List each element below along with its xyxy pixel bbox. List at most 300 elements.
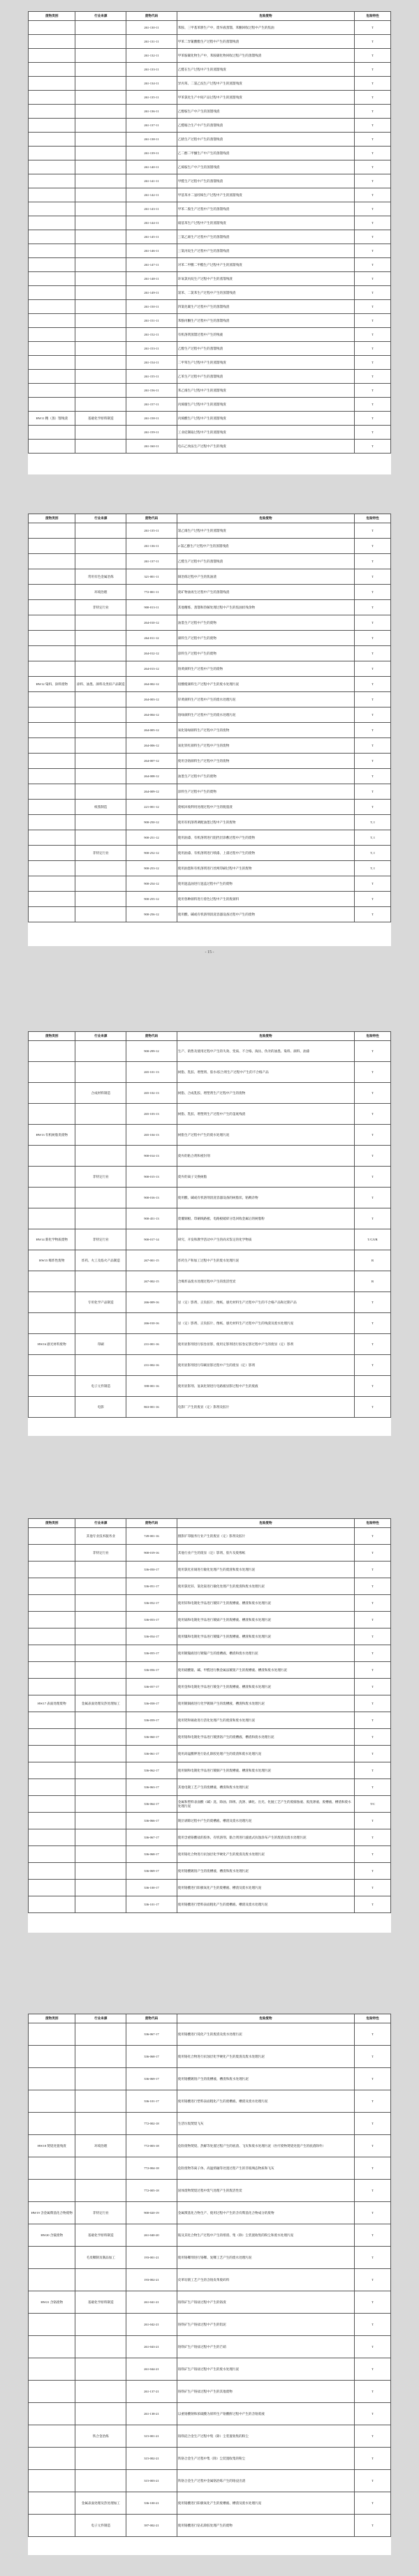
waste-code-cell: 265-104-13: [126, 1125, 177, 1146]
waste-category-cell: [29, 1679, 75, 1695]
waste-category-cell: [29, 1271, 75, 1292]
waste-code-cell: 264-008-12: [126, 769, 177, 784]
waste-code-cell: 336-059-17: [126, 1712, 177, 1729]
table-row: [29, 328, 391, 342]
hazard-property-cell: T: [355, 2291, 391, 2314]
hazard-property-cell: T: [355, 631, 391, 646]
hazardous-waste-cell: 2-氯乙醇生产过程中产生的蒸馏残渣: [177, 539, 354, 554]
industry-source-cell: [75, 1612, 126, 1628]
industry-source-cell: [75, 286, 126, 300]
waste-category-cell: HW11 精（蒸）馏残渣: [29, 412, 75, 426]
hazardous-waste-cell: 铬铁矿生产铬盐过程中产生的废水处理污泥: [177, 2358, 354, 2381]
waste-category-cell: [29, 160, 75, 174]
table-row: [29, 1645, 391, 1662]
table-row: [29, 600, 391, 615]
waste-code-cell: 266-010-16: [126, 1313, 177, 1334]
industry-source-cell: [75, 1746, 126, 1762]
hazard-property-cell: T: [355, 2224, 391, 2247]
waste-category-cell: [29, 1863, 75, 1880]
table-row: [29, 876, 391, 892]
industry-source-cell: [75, 2046, 126, 2068]
waste-category-cell: [29, 723, 75, 738]
hazardous-waste-cell: 使用油漆、有机溶剂进行阻挡层涂敷过程中产生的废物: [177, 830, 354, 846]
hazard-property-cell: T: [355, 2135, 391, 2157]
waste-category-cell: [29, 1578, 75, 1595]
hazardous-waste-cell: 使用含铬颜料生产过程中产生的废物: [177, 754, 354, 769]
table-row: [29, 2381, 391, 2403]
waste-code-cell: 900-253-12: [126, 861, 177, 876]
industry-source-cell: [75, 646, 126, 661]
table-row: [29, 800, 391, 815]
hazardous-waste-cell: 废纸回收利用处理过程中产生的脱墨渣: [177, 800, 354, 815]
hazard-property-cell: T: [355, 1334, 391, 1355]
waste-category-cell: HW17 表面处理废物: [29, 1695, 75, 1712]
table-row: [29, 2247, 391, 2269]
waste-category-cell: [29, 384, 75, 398]
header-hazard-property: 危险特性: [355, 1032, 391, 1041]
industry-source-cell: 其他专业技术服务业: [75, 1528, 126, 1545]
waste-category-cell: [29, 1062, 75, 1083]
header-waste-category: 废物类别: [29, 2014, 75, 2023]
hazardous-waste-cell: 皮革切削工艺产生的含铬皮革废碎料: [177, 2269, 354, 2291]
waste-category-cell: [29, 646, 75, 661]
hazard-property-cell: T: [355, 585, 391, 600]
industry-source-cell: [75, 876, 126, 892]
hazard-property-cell: T: [355, 328, 391, 342]
industry-source-cell: [75, 1712, 126, 1729]
waste-code-cell: 336-061-17: [126, 1746, 177, 1762]
hazard-property-cell: T: [355, 286, 391, 300]
table-row: [29, 188, 391, 202]
table-row: [29, 1846, 391, 1863]
hazard-property-cell: T: [355, 1746, 391, 1762]
waste-category-cell: [29, 1729, 75, 1746]
hazard-property-cell: T: [355, 2113, 391, 2135]
waste-category-cell: HW20 含铍废物: [29, 2224, 75, 2247]
waste-category-cell: [29, 539, 75, 554]
hazard-property-cell: T: [355, 1645, 391, 1662]
table-row: [29, 342, 391, 356]
industry-source-cell: [75, 707, 126, 723]
waste-category-cell: [29, 1779, 75, 1796]
hazard-property-cell: T: [355, 35, 391, 49]
table-row: [29, 2269, 391, 2291]
table-row: [29, 1880, 391, 1896]
waste-category-cell: [29, 2336, 75, 2358]
waste-category-cell: [29, 1628, 75, 1645]
industry-source-cell: [75, 1863, 126, 1880]
industry-source-cell: 基础化学原料制造: [75, 2224, 126, 2247]
waste-category-cell: [29, 861, 75, 876]
industry-source-cell: [75, 49, 126, 63]
waste-code-cell: 900-014-13: [126, 1146, 177, 1167]
waste-code-cell: 267-001-15: [126, 1250, 177, 1271]
hazardous-waste-cell: 钼酸橙颜料生产过程中产生的废水处理污泥: [177, 677, 354, 692]
industry-source-cell: 纸浆制造: [75, 800, 126, 815]
industry-source-cell: [75, 105, 126, 119]
waste-code-cell: 336-054-17: [126, 1628, 177, 1645]
hazardous-waste-cell: 颜料生产过程中产生的废物: [177, 631, 354, 646]
table-row: [29, 2470, 391, 2492]
table-row: [29, 1578, 391, 1595]
waste-category-cell: [29, 1829, 75, 1846]
waste-code-cell: 336-053-17: [126, 1612, 177, 1628]
hazardous-waste-cell: 苯酚丙酮生产过程中产生的蒸馏残渣: [177, 314, 354, 328]
table-row: [29, 2113, 391, 2135]
header-waste-category: 废物类别: [29, 12, 75, 21]
industry-source-cell: [75, 1880, 126, 1896]
waste-code-cell: 336-060-17: [126, 1729, 177, 1746]
hazardous-waste-cell: 使用铬酸进行阳极氧化产生的废槽液、槽渣及废水处理污泥: [177, 2492, 354, 2515]
industry-source-cell: [75, 769, 126, 784]
industry-source-cell: 基础化学原料制造: [75, 412, 126, 426]
industry-source-cell: [75, 723, 126, 738]
hazard-property-cell: T: [355, 1695, 391, 1712]
hazardous-waste-cell: 使用铬酸进行塑料表面粗化产生的废槽液、槽渣及废水处理污泥: [177, 1896, 354, 1913]
table-header-row: [29, 1519, 391, 1528]
hazardous-waste-cell: 使用铬化合物进行抗蚀层化学硬化产生的废渣及废水处理污泥: [177, 2046, 354, 2068]
hazardous-waste-cell: 电石乙炔法生产过程中产生的残渣: [177, 440, 354, 454]
hazard-property-cell: T: [355, 1595, 391, 1612]
document-page-3: [28, 1031, 391, 1436]
industry-source-cell: [75, 272, 126, 286]
table-row: [29, 1662, 391, 1679]
waste-category-cell: [29, 286, 75, 300]
table-row: [29, 2046, 391, 2068]
hazard-property-cell: T: [355, 2381, 391, 2403]
hazardous-waste-cell: 使用酸、碱或有机溶剂清洗容器设备过程中产生的废物: [177, 907, 354, 922]
hazardous-waste-cell: 废覆铜板、印刷线路板、电路板破碎分选回收金属后的树脂粉: [177, 1208, 354, 1229]
waste-code-cell: 336-063-17: [126, 1779, 177, 1796]
industry-source-cell: [75, 1846, 126, 1863]
waste-category-cell: [29, 1813, 75, 1829]
waste-code-cell: 264-007-12: [126, 754, 177, 769]
hazard-property-cell: T/C/I/R: [355, 1229, 391, 1250]
industry-source-cell: [75, 1578, 126, 1595]
waste-category-cell: [29, 1746, 75, 1762]
industry-source-cell: [75, 1779, 126, 1796]
header-hazardous-waste: 危险废物: [177, 1032, 354, 1041]
header-hazard-property: 危险特性: [355, 2014, 391, 2023]
hazard-property-cell: T: [355, 1863, 391, 1880]
hazard-property-cell: T: [355, 738, 391, 754]
waste-category-cell: [29, 830, 75, 846]
waste-category-cell: HW15 爆炸性废物: [29, 1250, 75, 1271]
industry-source-cell: 基础化学原料制造: [75, 2291, 126, 2314]
waste-code-cell: 315-003-21: [126, 2470, 177, 2492]
waste-category-cell: [29, 105, 75, 119]
hazard-property-cell: T: [355, 2023, 391, 2046]
hazard-property-cell: T: [355, 539, 391, 554]
waste-category-cell: [29, 1595, 75, 1612]
hazard-property-cell: T: [355, 677, 391, 692]
waste-category-cell: [29, 1083, 75, 1104]
table-row: [29, 105, 391, 119]
waste-category-cell: [29, 2157, 75, 2180]
hazard-property-cell: T: [355, 342, 391, 356]
table-row: [29, 554, 391, 569]
hazardous-waste-cell: 含爆炸品废水处理过程中产生的废活性炭: [177, 1271, 354, 1292]
waste-category-cell: [29, 2314, 75, 2336]
hazard-property-cell: T: [355, 1712, 391, 1729]
waste-category-cell: [29, 554, 75, 569]
waste-category-cell: [29, 244, 75, 258]
waste-category-cell: HW13 有机树脂类废物: [29, 1125, 75, 1146]
waste-code-cell: 315-002-21: [126, 2448, 177, 2470]
waste-category-cell: [29, 2448, 75, 2470]
waste-code-cell: 264-004-12: [126, 707, 177, 723]
hazardous-waste-cell: 使用高锰酸钾进行钻孔除胶处理产生的废渣和废水处理污泥: [177, 1746, 354, 1762]
industry-source-cell: [75, 314, 126, 328]
industry-source-cell: [75, 230, 126, 244]
hazardous-waste-cell: 乙醛生产过程中产生的蒸馏残渣: [177, 554, 354, 569]
hazard-property-cell: T: [355, 1729, 391, 1746]
hazard-property-cell: T: [355, 2180, 391, 2202]
document-page-4: [28, 1518, 391, 1933]
header-waste-category: 废物类别: [29, 514, 75, 523]
waste-code-cell: 336-101-17: [126, 2090, 177, 2113]
waste-code-cell: 261-137-11: [126, 554, 177, 569]
industry-source-cell: [75, 426, 126, 440]
table-row: [29, 286, 391, 300]
waste-category-cell: [29, 119, 75, 133]
header-hazardous-waste: 危险废物: [177, 12, 354, 21]
waste-code-cell: 772-005-18: [126, 2180, 177, 2202]
hazard-property-cell: T, I: [355, 830, 391, 846]
table-row: [29, 35, 391, 49]
table-row: [29, 1679, 391, 1695]
header-hazard-property: 危险特性: [355, 1519, 391, 1528]
table-row: [29, 21, 391, 35]
table-row: [29, 2448, 391, 2470]
hazardous-waste-cell: 铬绿颜料生产过程中产生的废水处理污泥: [177, 707, 354, 723]
waste-code-cell: 264-013-12: [126, 661, 177, 677]
header-industry-source: 行业来源: [75, 12, 126, 21]
waste-category-cell: [29, 769, 75, 784]
industry-source-cell: [75, 830, 126, 846]
table-row: [29, 2157, 391, 2180]
waste-category-cell: [29, 300, 75, 314]
industry-source-cell: [75, 1628, 126, 1645]
hazardous-waste-cell: 使用镀镍液进行镀镍产生的废槽液、槽渣和废水处理污泥: [177, 1645, 354, 1662]
industry-source-cell: [75, 398, 126, 412]
table-row: [29, 1562, 391, 1578]
waste-category-cell: [29, 1762, 75, 1779]
waste-code-cell: 261-140-11: [126, 160, 177, 174]
waste-code-cell: 261-147-11: [126, 258, 177, 272]
hazardous-waste-cell: 涂料生产过程中产生的废物: [177, 646, 354, 661]
waste-category-cell: [29, 1146, 75, 1167]
table-row: [29, 2224, 391, 2247]
hazard-property-cell: T: [355, 707, 391, 723]
hazard-property-cell: T: [355, 133, 391, 147]
hazardous-waste-cell: 氯乙烯生产过程中产生的蒸馏残渣: [177, 523, 354, 539]
waste-code-cell: 336-050-17: [126, 1562, 177, 1578]
waste-category-cell: [29, 272, 75, 286]
hazardous-waste-cell: 废弃的粘合剂和密封剂: [177, 1146, 354, 1167]
industry-source-cell: [75, 328, 126, 342]
industry-source-cell: 非特定行业: [75, 1167, 126, 1188]
hazard-property-cell: T: [355, 2202, 391, 2224]
hazardous-waste-cell: 乙醇胺生产中产生的蒸馏残渣: [177, 105, 354, 119]
hazard-property-cell: T: [355, 426, 391, 440]
hazardous-waste-cell: 氧化铁红颜料生产过程中产生的废物: [177, 738, 354, 754]
waste-category-cell: [29, 63, 75, 77]
waste-code-cell: 261-157-11: [126, 398, 177, 412]
header-hazardous-waste: 危险废物: [177, 1519, 354, 1528]
table-row: [29, 2202, 391, 2224]
industry-source-cell: 非特定行业: [75, 1229, 126, 1250]
table-row: [29, 1334, 391, 1355]
waste-code-cell: 398-001-16: [126, 1376, 177, 1397]
waste-category-cell: [29, 2180, 75, 2202]
industry-source-cell: [75, 91, 126, 105]
hazardous-waste-cell: 研究、开发和教学活动中产生的尚未鉴定的化学物质: [177, 1229, 354, 1250]
hazardous-waste-cell: 树脂、乳胶、增塑剂生产过程中产生的釜底残渣: [177, 1104, 354, 1125]
waste-category-cell: [29, 846, 75, 861]
hazard-property-cell: T: [355, 2090, 391, 2113]
hazard-property-cell: T: [355, 569, 391, 585]
waste-code-cell: 261-040-20: [126, 2224, 177, 2247]
table-row: [29, 244, 391, 258]
table-row: [29, 2135, 391, 2157]
waste-code-cell: 261-132-11: [126, 49, 177, 63]
waste-code-cell: 863-001-16: [126, 1397, 177, 1418]
table-row: [29, 1863, 391, 1880]
waste-category-cell: [29, 188, 75, 202]
table-row: [29, 160, 391, 174]
waste-code-cell: 261-134-11: [126, 77, 177, 91]
waste-code-cell: 264-010-12: [126, 615, 177, 631]
hazardous-waste-cell: 硝基苯生产过程中产生的蒸馏残渣: [177, 216, 354, 230]
hazardous-waste-cell: 摄影扩印服务行业产生的废显（定）影剂及胶片: [177, 1528, 354, 1545]
hazardous-waste-cell: 危险废物焚烧、热解等处置过程产生的底渣、飞灰和废水处理污泥（医疗废物焚烧处置产生的底渣除外）: [177, 2135, 354, 2157]
hazardous-waste-cell: 有机溶剂蒸馏过程中产生的残液: [177, 328, 354, 342]
hazardous-waste-cell: 铬黄颜料生产过程中产生的废物: [177, 661, 354, 677]
industry-source-cell: [75, 539, 126, 554]
industry-source-cell: 电影: [75, 1397, 126, 1418]
table-row: [29, 1712, 391, 1729]
table-row: [29, 1250, 391, 1271]
waste-category-cell: [29, 398, 75, 412]
table-row: [29, 754, 391, 769]
waste-category-cell: [29, 2090, 75, 2113]
table-row: [29, 1125, 391, 1146]
waste-category-cell: [29, 1562, 75, 1578]
hazardous-waste-cell: 乙烯胺生产中产生的蒸馏残渣: [177, 160, 354, 174]
industry-source-cell: [75, 815, 126, 830]
hazard-property-cell: T: [355, 1125, 391, 1146]
table-row: [29, 1355, 391, 1376]
hazardous-waste-cell: 树脂生产过程中产生的废水处理污泥: [177, 1125, 354, 1146]
table-row: [29, 1628, 391, 1645]
industry-source-cell: [75, 907, 126, 922]
industry-source-cell: [75, 892, 126, 907]
table-row: [29, 1292, 391, 1313]
waste-code-cell: 261-131-11: [126, 35, 177, 49]
waste-code-cell: 900-015-13: [126, 1167, 177, 1188]
hazardous-waste-table: [28, 2014, 391, 2537]
industry-source-cell: [75, 1062, 126, 1083]
table-row: [29, 1271, 391, 1292]
hazardous-waste-cell: 三氯丙烷生产过程中产生的蒸馏残渣: [177, 244, 354, 258]
table-row: [29, 63, 391, 77]
hazardous-waste-cell: 环氧氯丙烷生产过程中产生的蒸馏残渣: [177, 272, 354, 286]
waste-code-cell: 231-002-16: [126, 1355, 177, 1376]
table-row: [29, 861, 391, 876]
hazard-property-cell: T: [355, 1041, 391, 1062]
table-row: [29, 2023, 391, 2046]
hazardous-waste-cell: 金属羰基化合物生产、使用过程中产生的含有羰基化合物成分的废物: [177, 2202, 354, 2224]
header-industry-source: 行业来源: [75, 1032, 126, 1041]
waste-category-cell: [29, 1528, 75, 1545]
waste-category-cell: [29, 784, 75, 800]
table-row: [29, 2291, 391, 2314]
table-row: [29, 133, 391, 147]
table-row: [29, 2336, 391, 2358]
hazard-property-cell: T: [355, 216, 391, 230]
table-row: [29, 1083, 391, 1104]
hazard-property-cell: T: [355, 769, 391, 784]
table-row: [29, 370, 391, 384]
waste-category-cell: [29, 440, 75, 454]
hazard-property-cell: T: [355, 600, 391, 615]
industry-source-cell: [75, 77, 126, 91]
table-row: [29, 846, 391, 861]
hazard-property-cell: T: [355, 892, 391, 907]
hazardous-waste-cell: 废矿物油再生过程中产生的蒸馏残渣: [177, 585, 354, 600]
table-row: [29, 2515, 391, 2537]
hazard-property-cell: T/C: [355, 1796, 391, 1813]
waste-code-cell: 264-012-12: [126, 646, 177, 661]
waste-category-cell: [29, 615, 75, 631]
hazard-property-cell: T: [355, 2470, 391, 2492]
waste-category-cell: [29, 523, 75, 539]
waste-code-cell: 336-058-17: [126, 1695, 177, 1712]
waste-code-cell: 261-159-11: [126, 426, 177, 440]
table-row: [29, 1208, 391, 1229]
header-waste-code: 废物代码: [126, 1519, 177, 1528]
hazardous-waste-cell: 甲基苯并二氢吲哚生产过程中产生的蒸馏残渣: [177, 188, 354, 202]
waste-category-cell: [29, 35, 75, 49]
waste-category-cell: [29, 202, 75, 216]
hazardous-waste-cell: 固体废物焚烧过程中废气处理产生的废活性炭: [177, 2180, 354, 2202]
table-row: [29, 1813, 391, 1829]
table-row: [29, 2403, 391, 2425]
hazard-property-cell: T: [355, 907, 391, 922]
hazardous-waste-cell: 油墨生产过程中产生的废物: [177, 769, 354, 784]
waste-code-cell: 336-056-17: [126, 1662, 177, 1679]
hazardous-waste-cell: 使用酸、碱或有机溶剂清洗容器设备的树脂状、粘稠杂物: [177, 1188, 354, 1208]
table-row: [29, 49, 391, 63]
waste-category-cell: HW12 染料、涂料废物: [29, 677, 75, 692]
industry-source-cell: 涂料、油墨、颜料及类似产品制造: [75, 677, 126, 692]
hazard-property-cell: T: [355, 1083, 391, 1104]
header-industry-source: 行业来源: [75, 514, 126, 523]
industry-source-cell: [75, 631, 126, 646]
waste-code-cell: 315-001-21: [126, 2425, 177, 2448]
waste-category-cell: [29, 258, 75, 272]
waste-category-cell: [29, 1796, 75, 1813]
table-row: [29, 1188, 391, 1208]
industry-source-cell: [75, 2336, 126, 2358]
waste-category-cell: [29, 707, 75, 723]
waste-code-cell: 265-102-13: [126, 1083, 177, 1104]
industry-source-cell: [75, 1813, 126, 1829]
industry-source-cell: [75, 1679, 126, 1695]
industry-source-cell: [75, 384, 126, 398]
waste-code-cell: 336-068-17: [126, 2046, 177, 2068]
